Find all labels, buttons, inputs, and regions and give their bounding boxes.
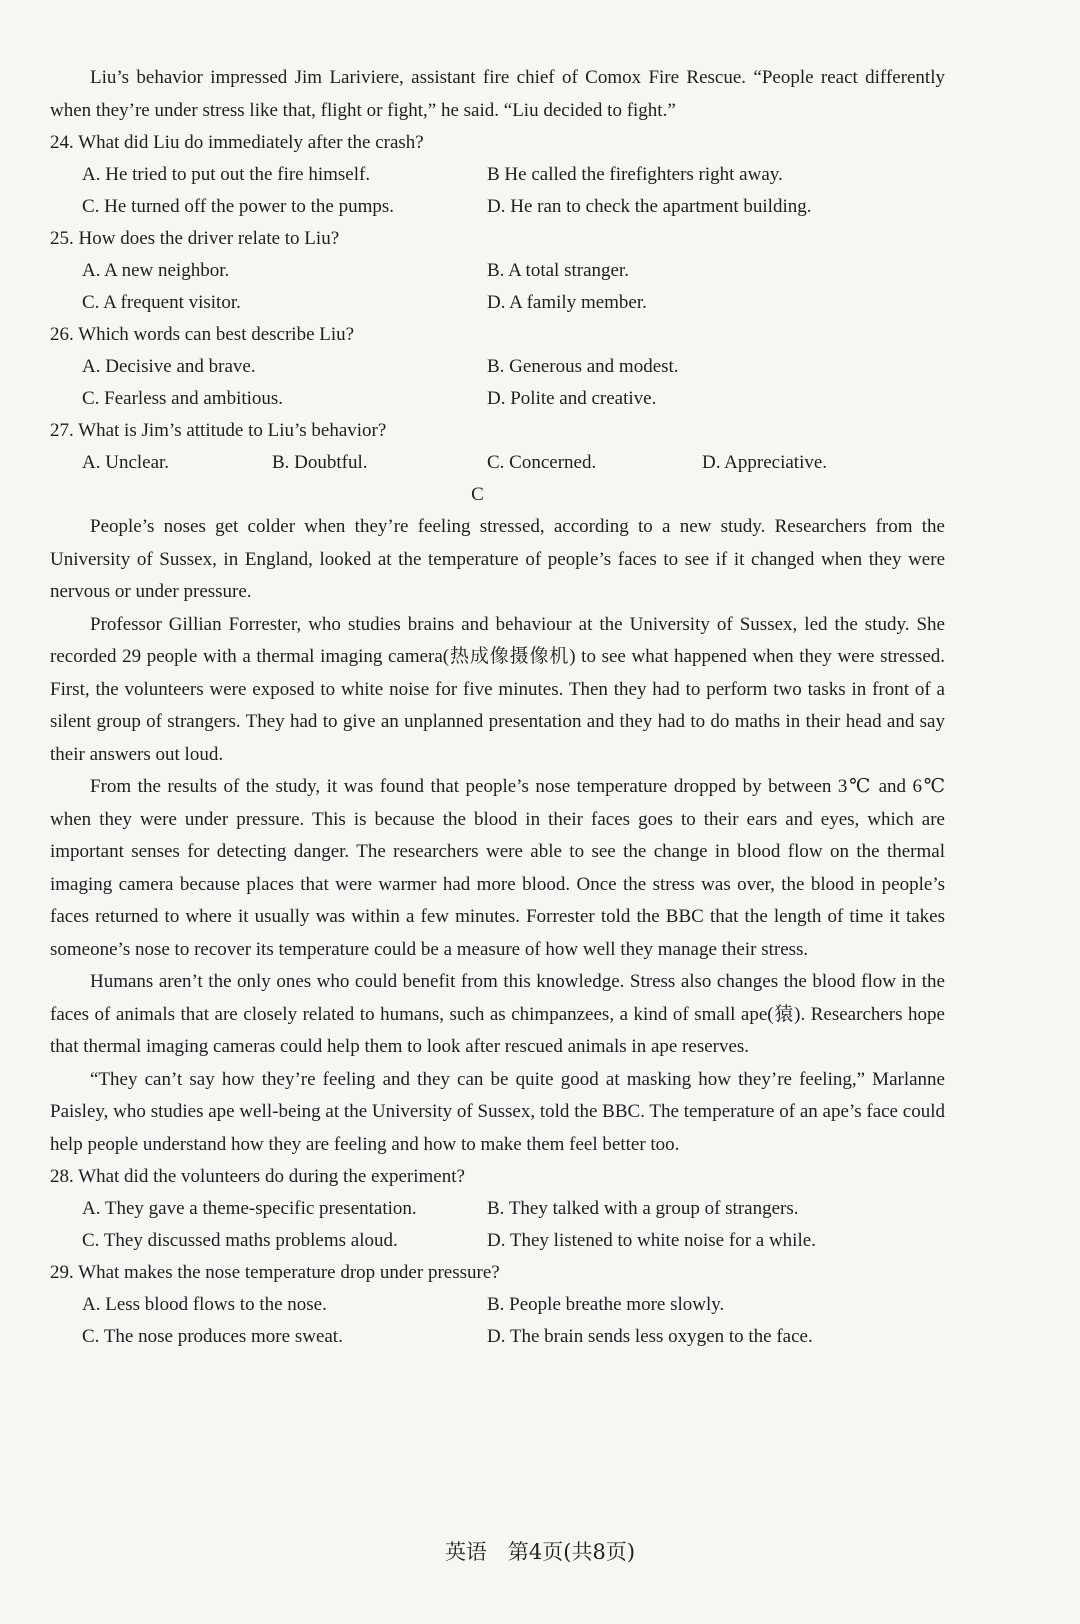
option-d: D. They listened to white noise for a while. (487, 1230, 816, 1251)
passage-c-paragraph: Professor Gillian Forrester, who studies brains and behaviour at the University of Sussex, led the study. She recorded 29 people with a thermal imaging camera(热成像摄像机) to see what happened when they were stressed. First, the volunteers were exposed to white noise for five minutes. Then they had to perform two tasks in front of a silent group of strangers. They had to give an unplanned presentation and they had to do maths in their head and say their answers out loud. (50, 613, 945, 765)
option-d: D. The brain sends less oxygen to the face. (487, 1326, 813, 1347)
exam-page (50, 62, 945, 1353)
answer-options (50, 351, 945, 415)
passage-c-paragraph: People’s noses get colder when they’re feeling stressed, according to a new study. Researchers from the University of Sussex, in England, looked at the temperature of people’s faces to see if it changed when they were nervous or under pressure. (50, 516, 945, 602)
question-stem: 25. How does the driver relate to Liu? (50, 228, 340, 249)
option-b: B. A total stranger. (487, 260, 629, 281)
question-25 (50, 223, 945, 319)
question-stem: 29. What makes the nose temperature drop under pressure? (50, 1262, 500, 1283)
option-b: B. People breathe more slowly. (487, 1294, 725, 1315)
option-b: B. They talked with a group of strangers. (487, 1198, 799, 1219)
question-29 (50, 1257, 945, 1353)
option-c: C. Fearless and ambitious. (82, 388, 284, 409)
option-a: A. They gave a theme-specific presentation. (82, 1198, 417, 1219)
option-b: B He called the firefighters right away. (487, 164, 783, 185)
question-26 (50, 319, 945, 415)
option-a: A. He tried to put out the fire himself. (82, 164, 371, 185)
option-b: B. Generous and modest. (487, 356, 679, 377)
question-stem: 26. Which words can best describe Liu? (50, 324, 355, 345)
option-c: C. A frequent visitor. (82, 292, 241, 313)
passage-c-paragraph: Humans aren’t the only ones who could benefit from this knowledge. Stress also changes the blood flow in the faces of animals that are closely related to humans, such as chimpanzees, a kind of small ape(猿). Researchers hope that thermal imaging cameras could help them to look after rescued animals in ape reserves. (50, 971, 945, 1057)
page-footer: 英语 第4页(共8页) (444, 1540, 636, 1564)
question-stem: 28. What did the volunteers do during the experiment? (50, 1166, 465, 1187)
passage-c-paragraph: “They can’t say how they’re feeling and they can be quite good at masking how they’re feeling,” Marlanne Paisley, who studies ape well-being at the University of Sussex, told the BBC. The temperature of an ape’s face could help people understand how they are feeling and how to make them feel better too. (50, 1068, 945, 1155)
option-d: D. Polite and creative. (487, 388, 657, 409)
section-heading: C (471, 484, 484, 505)
option-c: C. They discussed maths problems aloud. (82, 1230, 398, 1251)
answer-options (50, 1289, 945, 1353)
passage-c-paragraph: From the results of the study, it was found that people’s nose temperature dropped by between 3℃ and 6℃ when they were under pressure. This is because the blood in their faces goes to their ears and eyes, which are important senses for detecting danger. The researchers were able to see the change in blood flow on the thermal imaging camera because places that were warmer had more blood. Once the stress was over, the blood in people’s faces returned to where it usually was within a few minutes. Forrester told the BBC that the length of time it takes someone’s nose to recover its temperature could be a measure of how well they manage their stress. (50, 776, 945, 960)
question-27 (50, 415, 945, 479)
option-d: D. Appreciative. (702, 452, 828, 473)
option-a: A. A new neighbor. (82, 260, 230, 281)
option-a: A. Decisive and brave. (82, 356, 256, 377)
option-a: A. Less blood flows to the nose. (82, 1294, 327, 1315)
question-28 (50, 1161, 945, 1257)
question-stem: 24. What did Liu do immediately after the crash? (50, 132, 424, 153)
option-c: C. The nose produces more sweat. (82, 1326, 343, 1347)
question-stem: 27. What is Jim’s attitude to Liu’s behavior? (50, 420, 387, 441)
answer-options (50, 1193, 945, 1257)
option-c: C. Concerned. (487, 452, 597, 473)
option-d: D. He ran to check the apartment building. (487, 196, 812, 217)
answer-options (50, 255, 945, 319)
option-a: A. Unclear. (82, 452, 170, 473)
option-d: D. A family member. (487, 292, 647, 313)
answer-options (50, 447, 945, 479)
question-24 (50, 127, 945, 223)
passage-b-closing-paragraph: Liu’s behavior impressed Jim Lariviere, assistant fire chief of Comox Fire Rescue. “People react differently when they’re under stress like that, flight or fight,” he said. “Liu decided to fight.” (50, 67, 945, 121)
option-c: C. He turned off the power to the pumps. (82, 196, 395, 217)
option-b: B. Doubtful. (272, 452, 368, 473)
answer-options (50, 159, 945, 223)
